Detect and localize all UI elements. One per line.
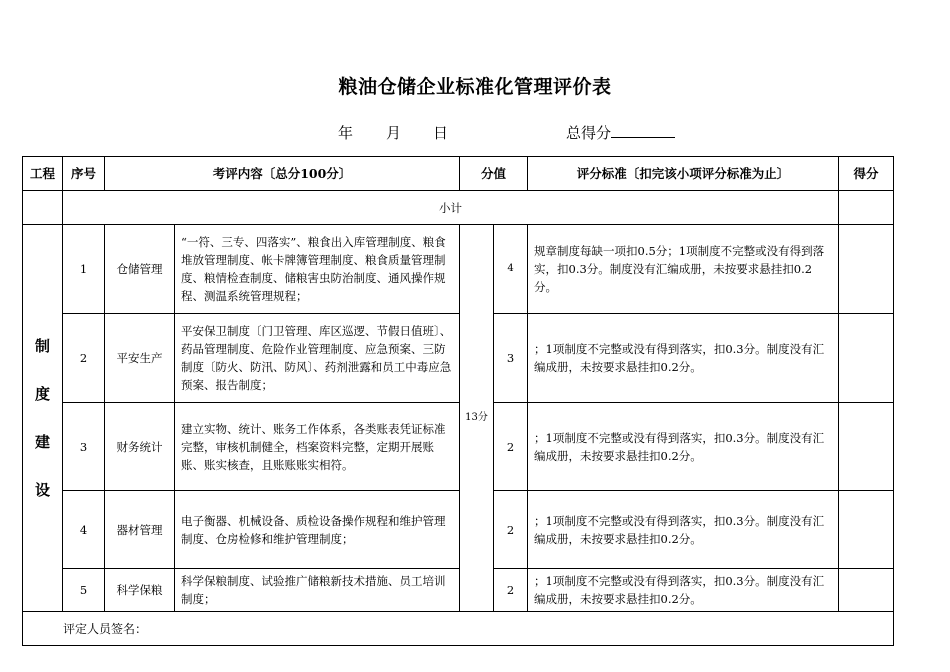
row-content: 科学保粮制度、试验推广储粮新技术措施、员工培训制度；	[175, 569, 460, 612]
row-criteria: ；1项制度不完整或没有得到落实，扣0.3分。制度没有汇编成册，未按要求悬挂扣0.2分。	[528, 314, 839, 403]
section-char: 设	[34, 481, 50, 499]
evaluation-table	[22, 156, 894, 646]
header-criteria: 评分标准〔扣完该小项评分标准为止〕	[528, 157, 839, 191]
row-no: 3	[63, 403, 105, 491]
day-label: 日	[433, 124, 449, 142]
header-project: 工程	[23, 157, 63, 191]
month-label: 月	[386, 124, 402, 142]
row-score-cell[interactable]	[839, 403, 894, 491]
section-char: 制	[34, 337, 50, 355]
row-no: 1	[63, 225, 105, 314]
total-score-blank[interactable]	[611, 122, 675, 138]
row-name: 仓储管理	[105, 225, 175, 314]
row-content: “一符、三专、四落实”、粮食出入库管理制度、粮食堆放管理制度、帐卡牌簿管理制度、粮食质量管理制度、粮情检查制度、储粮害虫防治制度、通风操作规程、测温系统管理规程；	[175, 225, 460, 314]
header-score: 得分	[839, 157, 894, 191]
date-score-line	[0, 122, 950, 142]
header-no: 序号	[63, 157, 105, 191]
page-title: 粮油仓储企业标准化管理评价表	[338, 76, 612, 98]
row-score-cell[interactable]	[839, 225, 894, 314]
row-content: 建立实物、统计、账务工作体系，各类账表凭证标准完整，审核机制健全，档案资料完整，定期开展账账、账实核查，且账账账实相符。	[175, 403, 460, 491]
subtotal-row	[23, 191, 894, 225]
table-row	[23, 491, 894, 569]
signature-label[interactable]: 评定人员签名：	[23, 612, 894, 646]
row-no: 4	[63, 491, 105, 569]
total-score-label: 总得分	[566, 124, 612, 142]
section-char: 度	[34, 385, 50, 403]
row-criteria: ；1项制度不完整或没有得到落实，扣0.3分。制度没有汇编成册，未按要求悬挂扣0.2分。	[528, 491, 839, 569]
subtotal-label: 小计	[63, 191, 839, 225]
row-name: 财务统计	[105, 403, 175, 491]
row-name: 器材管理	[105, 491, 175, 569]
subtotal-score-cell[interactable]	[839, 191, 894, 225]
row-score-cell[interactable]	[839, 569, 894, 612]
header-content: 考评内容〔总分100分〕	[105, 157, 460, 191]
row-score-cell[interactable]	[839, 491, 894, 569]
row-no: 5	[63, 569, 105, 612]
row-value: 2	[494, 491, 528, 569]
row-content: 平安保卫制度〔门卫管理、库区巡逻、节假日值班〕、药品管理制度、危险作业管理制度、应急预案、三防制度〔防火、防汛、防风〕、药剂泄露和员工中毒应急预案、报告制度；	[175, 314, 460, 403]
table-row	[23, 225, 894, 314]
row-name: 科学保粮	[105, 569, 175, 612]
row-value: 2	[494, 403, 528, 491]
signature-row	[23, 612, 894, 646]
row-criteria: 规章制度每缺一项扣0.5分；1项制度不完整或没有得到落实，扣0.3分。制度没有汇编成册，未按要求悬挂扣0.2分。	[528, 225, 839, 314]
year-label: 年	[338, 124, 354, 142]
row-criteria: ；1项制度不完整或没有得到落实，扣0.3分。制度没有汇编成册，未按要求悬挂扣0.2分。	[528, 403, 839, 491]
table-row	[23, 403, 894, 491]
row-score-cell[interactable]	[839, 314, 894, 403]
row-name: 平安生产	[105, 314, 175, 403]
row-value: 4	[494, 225, 528, 314]
section-char: 建	[34, 433, 50, 451]
row-content: 电子衡器、机械设备、质检设备操作规程和维护管理制度、仓房检修和维护管理制度；	[175, 491, 460, 569]
row-value: 2	[494, 569, 528, 612]
row-no: 2	[63, 314, 105, 403]
header-score-value: 分值	[460, 157, 528, 191]
row-value: 3	[494, 314, 528, 403]
subtotal-project-cell	[23, 191, 63, 225]
section-label	[23, 225, 63, 612]
group-score: 13分	[460, 225, 494, 612]
row-criteria: ；1项制度不完整或没有得到落实，扣0.3分。制度没有汇编成册，未按要求悬挂扣0.2分。	[528, 569, 839, 612]
table-row	[23, 314, 894, 403]
header-row	[23, 157, 894, 191]
total-score	[566, 122, 611, 143]
table-row	[23, 569, 894, 612]
